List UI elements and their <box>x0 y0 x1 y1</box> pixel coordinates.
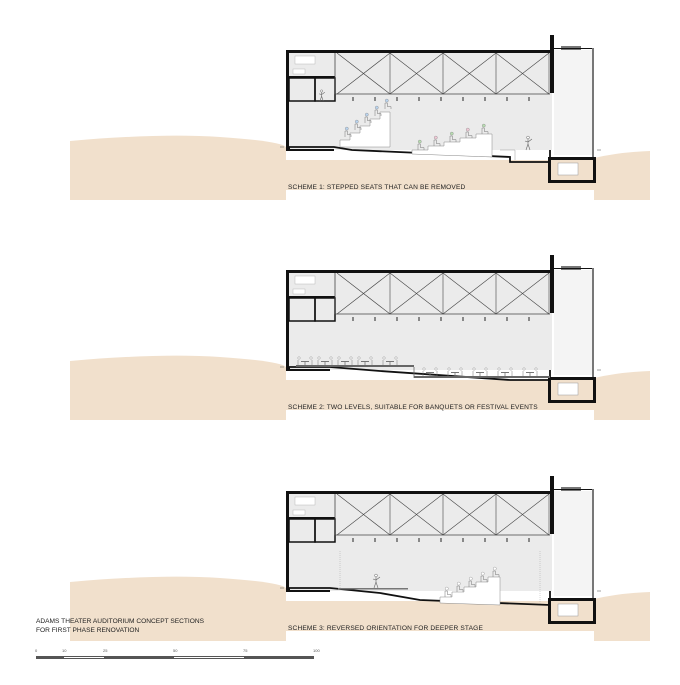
scheme-2-fly-roof <box>554 268 594 269</box>
scheme-1-ground-right <box>594 151 650 200</box>
scheme-2-stage-light-4 <box>418 317 420 321</box>
scheme-2-stage-light-3 <box>396 317 398 321</box>
scheme-3-stage-light-7 <box>484 538 486 542</box>
scheme-3-back-wall <box>592 489 594 599</box>
scheme-1-stage-light-7 <box>484 97 486 101</box>
scheme-3-basement-floor <box>548 621 596 624</box>
scale-tick-0: 0 <box>35 648 38 653</box>
scheme-1-stage-wall <box>550 35 554 93</box>
scheme-2-upper-deck <box>296 365 414 367</box>
scheme-3-stage-light-6 <box>462 538 464 542</box>
scheme-3-stage-light-9 <box>528 538 530 542</box>
scheme-3-stage-wall <box>550 476 554 534</box>
scheme-2-stage-light-1 <box>352 317 354 321</box>
scheme-3-roof <box>286 491 554 494</box>
scheme-3-fly-roof <box>554 489 594 490</box>
scheme-1-stage-light-1 <box>352 97 354 101</box>
scalebar-segment-5 <box>244 656 314 659</box>
scheme-1-basement-slab <box>548 157 596 160</box>
scheme-2-ground-left <box>70 356 286 420</box>
scheme-2-stagehouse <box>554 270 594 375</box>
scheme-1-basement-wall-right <box>593 157 596 182</box>
scheme-3-basement-tag <box>558 604 578 616</box>
scheme-3-caption: SCHEME 3: REVERSED ORIENTATION FOR DEEPER STAGE <box>288 625 483 632</box>
scheme-3-ground-right <box>594 592 650 641</box>
scheme-1-stage-light-3 <box>396 97 398 101</box>
scheme-1-room-tag-top <box>295 56 315 64</box>
scheme-2-caption: SCHEME 2: TWO LEVELS, SUITABLE FOR BANQUETS OR FESTIVAL EVENTS <box>288 404 538 411</box>
scheme-1-stage-light-5 <box>440 97 442 101</box>
scheme-3-room-tag-mid <box>293 510 305 515</box>
scheme-2-back-wall <box>592 268 594 378</box>
scheme-1-stagehouse <box>554 50 594 155</box>
scheme-1-fly-roof <box>554 48 594 49</box>
scheme-3-stage-light-8 <box>506 538 508 542</box>
sheet-title-line-1: ADAMS THEATER AUDITORIUM CONCEPT SECTIONS <box>36 618 205 625</box>
scheme-2-stage-light-8 <box>506 317 508 321</box>
scheme-1-stage-light-9 <box>528 97 530 101</box>
scheme-3-basement-wall-right <box>593 598 596 623</box>
scheme-2-basement-slab <box>548 377 596 380</box>
sheet-title <box>36 617 204 635</box>
scale-tick-25: 25 <box>103 648 108 653</box>
scheme-3-stagehouse <box>554 491 594 596</box>
scheme-1-roof <box>286 50 554 53</box>
scheme-2-stage-light-7 <box>484 317 486 321</box>
scheme-1-stage-edge <box>500 150 515 160</box>
scheme-1-stage-light-2 <box>374 97 376 101</box>
sheet-title-line-2: FOR FIRST PHASE RENOVATION <box>36 627 140 634</box>
scheme-2-roof <box>286 270 554 273</box>
scheme-2-stage-light-5 <box>440 317 442 321</box>
scheme-2-basement-tag <box>558 383 578 395</box>
scheme-2-stage-light-9 <box>528 317 530 321</box>
scheme-2-stage-wall <box>550 255 554 313</box>
scalebar-segment-1 <box>36 656 64 659</box>
scheme-1-basement-tag <box>558 163 578 175</box>
scheme-1-back-wall <box>592 48 594 158</box>
scheme-2-lower-deck <box>414 376 550 378</box>
scheme-1-basement-floor <box>548 180 596 183</box>
scheme-3-room-tag-top <box>295 497 315 505</box>
scalebar-segment-4 <box>174 656 244 659</box>
scheme-3-basement-slab <box>548 598 596 601</box>
scheme-1-stage-light-4 <box>418 97 420 101</box>
scheme-3-stage-deck <box>338 588 408 590</box>
scale-tick-50: 50 <box>173 648 178 653</box>
scheme-1-stage-light-8 <box>506 97 508 101</box>
scale-tick-75: 75 <box>243 648 248 653</box>
scheme-3-stage-light-3 <box>396 538 398 542</box>
scheme-1-ground-left <box>70 136 286 200</box>
scheme-2-room-tag-mid <box>293 289 305 294</box>
scheme-2-stage-light-6 <box>462 317 464 321</box>
scheme-2-ground-right <box>594 371 650 420</box>
scale-tick-10: 10 <box>62 648 67 653</box>
scheme-3-stage-light-2 <box>374 538 376 542</box>
scheme-3-stage-light-1 <box>352 538 354 542</box>
scheme-3-stage-light-5 <box>440 538 442 542</box>
scheme-1-stage-light-6 <box>462 97 464 101</box>
scheme-3-stage-light-4 <box>418 538 420 542</box>
scheme-2-room-tag-top <box>295 276 315 284</box>
scheme-1-caption: SCHEME 1: STEPPED SEATS THAT CAN BE REMOVED <box>288 184 466 191</box>
scalebar-segment-2 <box>64 656 104 659</box>
scalebar-segment-3 <box>104 656 174 659</box>
scheme-2-stage-light-2 <box>374 317 376 321</box>
scale-tick-100: 100 <box>313 648 320 653</box>
scheme-2-basement-wall-right <box>593 377 596 402</box>
scheme-1-room-tag-mid <box>293 69 305 74</box>
scheme-2-basement-floor <box>548 400 596 403</box>
